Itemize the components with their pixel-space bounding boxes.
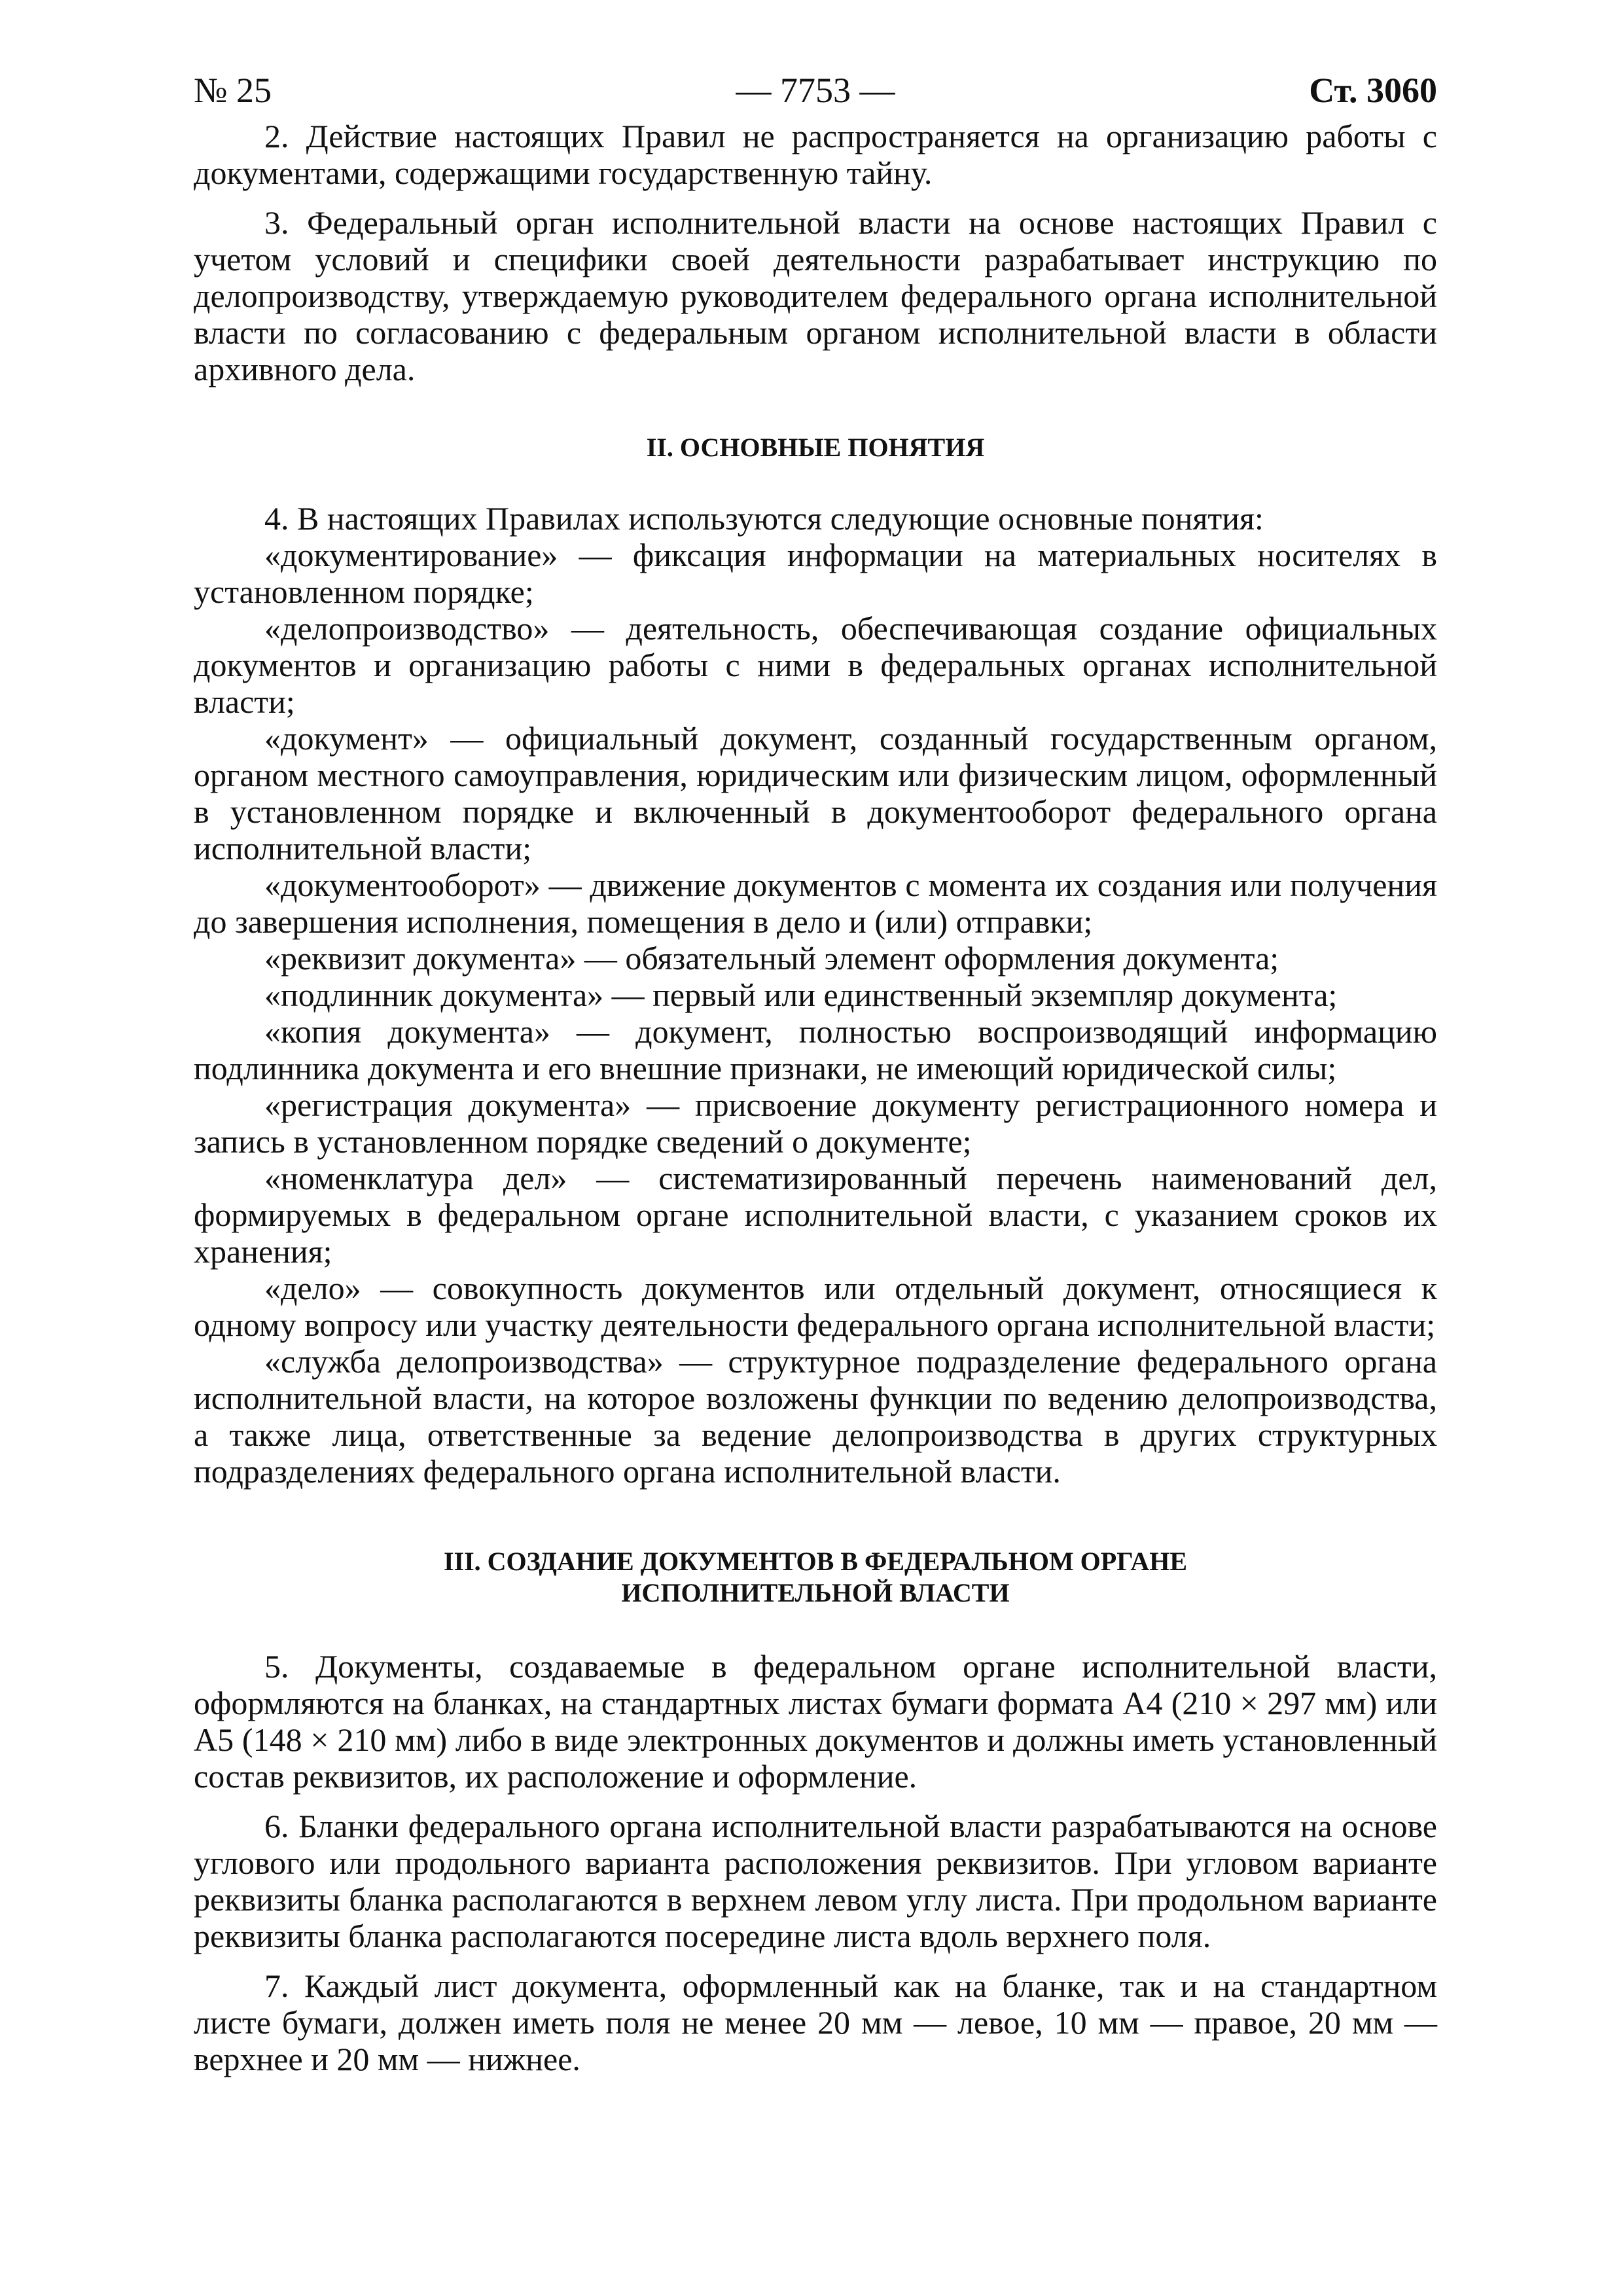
definition-document-attribute: «реквизит документа» — обязательный элемент оформления документа; xyxy=(264,940,1279,977)
definition-records-service: «служба делопроизводства» — структурное подразделение федерального органа исполнительной власти, на которое возложены функции по ведению делопроизводства, а также лица, ответственные за ведение делопроизводства в других структурных подразделениях федерального органа исполнительной власти. xyxy=(194,1343,1437,1490)
section-heading-line-2: ИСПОЛНИТЕЛЬНОЙ ВЛАСТИ xyxy=(621,1578,1010,1607)
definition-document-registration: «регистрация документа» — присвоение документу регистрационного номера и запись в установленном порядке сведений о документе; xyxy=(194,1086,1437,1160)
document-page xyxy=(194,72,1437,2077)
definition-document-copy: «копия документа» — документ, полностью воспроизводящий информацию подлинника документа и его внешние признаки, не имеющий юридической силы; xyxy=(194,1013,1437,1086)
issue-number: № 25 xyxy=(194,71,272,110)
definition-documenting: «документирование» — фиксация информации на материальных носителях в установленном порядке; xyxy=(194,537,1437,610)
page-number: — 7753 — xyxy=(736,71,895,110)
paragraph-5: 5. Документы, создаваемые в федеральном органе исполнительной власти, оформляются на бланках, на стандартных листах бумаги формата А4 (210 × 297 мм) или А5 (148 × 210 мм) либо в виде электронных документов и должны иметь установленный состав реквизитов, их расположение и оформление. xyxy=(194,1648,1437,1795)
definition-document-flow: «документооборот» — движение документов с момента их создания или получения до завершения исполнения, помещения в дело и (или) отправки; xyxy=(194,867,1437,940)
section-heading-basic-concepts: II. ОСНОВНЫЕ ПОНЯТИЯ xyxy=(646,433,985,462)
definition-file: «дело» — совокупность документов или отдельный документ, относящиеся к одному вопросу или участку деятельности федерального органа исполнительной власти; xyxy=(194,1270,1437,1343)
paragraph-3: 3. Федеральный орган исполнительной власти на основе настоящих Правил с учетом условий и специфики своей деятельности разрабатывает инструкцию по делопроизводству, утверждаемую руководителем федерального органа исполнительной власти по согласованию с федеральным органом исполнительной власти в области архивного дела. xyxy=(194,204,1437,387)
page-header xyxy=(194,72,1437,118)
paragraph-4: 4. В настоящих Правилах используются следующие основные понятия: xyxy=(264,500,1264,537)
definition-records-management: «делопроизводство» — деятельность, обеспечивающая создание официальных документов и организацию работы с ними в федеральных органах исполнительной власти; xyxy=(194,610,1437,720)
article-number: Ст. 3060 xyxy=(1309,71,1437,110)
definition-document: «документ» — официальный документ, созданный государственным органом, органом местного самоуправления, юридическим или физическим лицом, оформленный в установленном порядке и включенный в документооборот федерального органа исполнительной власти; xyxy=(194,720,1437,867)
paragraph-7: 7. Каждый лист документа, оформленный как на бланке, так и на стандартном листе бумаги, должен иметь поля не менее 20 мм — левое, 10 мм — правое, 20 мм — верхнее и 20 мм — нижнее. xyxy=(194,1967,1437,2077)
section-heading-line-1: III. СОЗДАНИЕ ДОКУМЕНТОВ В ФЕДЕРАЛЬНОМ ОРГАНЕ xyxy=(443,1547,1188,1576)
definition-original-document: «подлинник документа» — первый или единственный экземпляр документа; xyxy=(264,977,1338,1013)
paragraph-6: 6. Бланки федерального органа исполнительной власти разрабатываются на основе углового или продольного варианта расположения реквизитов. При угловом варианте реквизиты бланка располагаются в верхнем левом углу листа. При продольном варианте реквизиты бланка располагаются посередине листа вдоль верхнего поля. xyxy=(194,1808,1437,1954)
paragraph-2: 2. Действие настоящих Правил не распространяется на организацию работы с документами, содержащими государственную тайну. xyxy=(194,118,1437,191)
definition-file-nomenclature: «номенклатура дел» — систематизированный перечень наименований дел, формируемых в федеральном органе исполнительной власти, с указанием сроков их хранения; xyxy=(194,1160,1437,1270)
section-heading-document-creation xyxy=(194,1546,1437,1609)
